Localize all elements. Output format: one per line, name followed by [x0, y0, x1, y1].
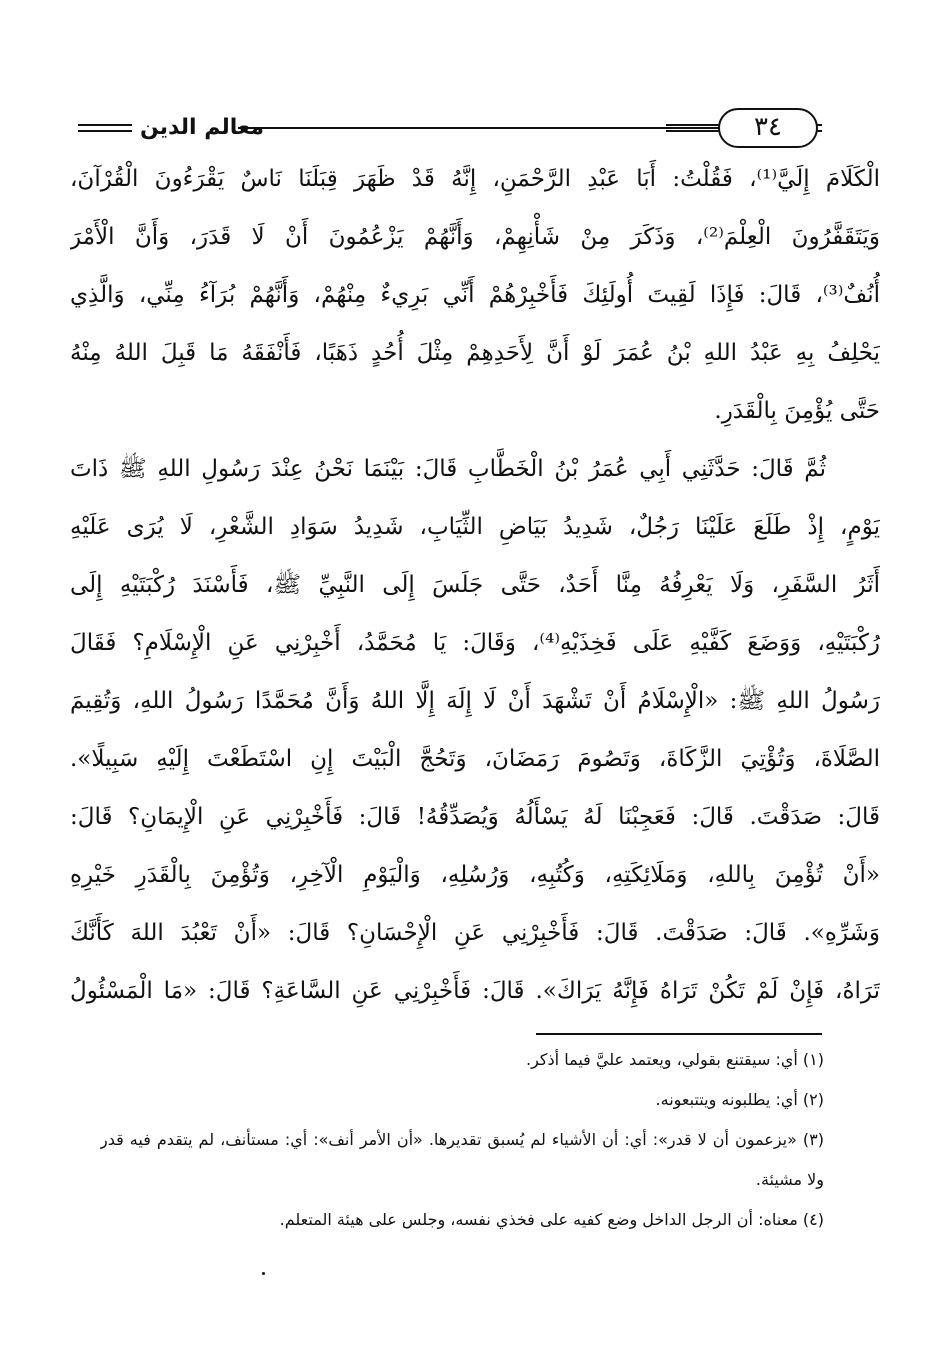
text-line: حَتَّى يُؤْمِنَ بِالْقَدَرِ. — [714, 398, 880, 424]
text-line: وَيَتَقَفَّرُونَ الْعِلْمَ⁽²⁾، وَذَكَرَ مِنْ شَأْنِهِمْ، وَأَنَّهُمْ يَزْعُمُونَ أَنْ لَا قَدَرَ، وَأَنَّ الْأَمْرَ — [70, 224, 880, 250]
footnote-4: (٤) معناه: أن الرجل الداخل وضع كفيه على فخذي نفسه، وجلس على هيئة المتعلم. — [279, 1210, 824, 1229]
text-line: يَوْمٍ، إِذْ طَلَعَ عَلَيْنَا رَجُلٌ، شَدِيدُ بَيَاضِ الثِّيَابِ، شَدِيدُ سَوَادِ الشَّعْرِ، لَا يُرَى عَلَيْهِ — [70, 514, 880, 540]
header-rule-middle — [238, 127, 720, 129]
footnote-3: (٣) «يزعمون أن لا قدر»: أي: أن الأشياء لم يُسبق تقديرها. «أن الأمر أنف»: أي: مستأنف، لم يتقدم فيه قدر ولا مشيئة. — [100, 1130, 824, 1189]
page-number: ٣٤ — [754, 112, 782, 142]
text-line: رَسُولُ اللهِ ﷺ: «الْإِسْلَامُ أَنْ تَشْهَدَ أَنْ لَا إِلَهَ إِلَّا اللهُ وَأَنَّ مُحَمَّدًا رَسُولُ اللهِ، وَتُقِيمَ — [70, 688, 880, 714]
text-line: وَشَرِّهِ». قَالَ: صَدَقْتَ. قَالَ: فَأَخْبِرْنِي عَنِ الْإِحْسَانِ؟ قَالَ: «أَنْ تَعْبُدَ اللهَ كَأَنَّكَ — [70, 920, 880, 946]
book-title: معالم الدين — [139, 115, 265, 140]
text-line: ثُمَّ قَالَ: حَدَّثَنِي أَبِي عُمَرُ بْنُ الْخَطَّابِ قَالَ: بَيْنَمَا نَحْنُ عِنْدَ رَسُولِ اللهِ ﷺ ذَاتَ — [70, 456, 826, 482]
text-line: «أَنْ تُؤْمِنَ بِاللهِ، وَمَلَائِكَتِهِ، وَكُتُبِهِ، وَرُسُلِهِ، وَالْيَوْمِ الْآخِرِ، وَتُؤْمِنَ بِالْقَدَرِ خَيْرِهِ — [70, 862, 880, 888]
footnote-2: (٢) أي: يطلبونه ويتتبعونه. — [655, 1090, 824, 1109]
text-line: تَرَاهُ، فَإِنْ لَمْ تَكُنْ تَرَاهُ فَإِنَّهُ يَرَاكَ». قَالَ: فَأَخْبِرْنِي عَنِ السَّاعَةِ؟ قَالَ: «مَا الْمَسْئُولُ — [70, 978, 880, 1004]
footnote-separator — [536, 1033, 822, 1035]
footnotes — [100, 1040, 824, 1240]
text-line: رُكْبَتَيْهِ، وَوَضَعَ كَفَّيْهِ عَلَى فَخِذَيْهِ⁽⁴⁾، وَقَالَ: يَا مُحَمَّدُ، أَخْبِرْنِي عَنِ الْإِسْلَامِ؟ فَقَالَ — [70, 630, 880, 656]
text-line: الصَّلَاةَ، وَتُؤْتِيَ الزَّكَاةَ، وَتَصُومَ رَمَضَانَ، وَتَحُجَّ الْبَيْتَ إِنِ اسْتَطَعْتَ إِلَيْهِ سَبِيلًا». — [70, 746, 880, 772]
text-line: الْكَلَامَ إِلَيَّ⁽¹⁾، فَقُلْتُ: أَبَا عَبْدِ الرَّحْمَنِ، إِنَّهُ قَدْ ظَهَرَ قِبَلَنَا نَاسٌ يَقْرَءُونَ الْقُرْآنَ، — [70, 166, 880, 192]
footnote-1: (١) أي: سيقتنع بقولي، ويعتمد عليَّ فيما أذكر. — [526, 1050, 824, 1069]
text-line: أَثَرُ السَّفَرِ، وَلَا يَعْرِفُهُ مِنَّا أَحَدٌ، حَتَّى جَلَسَ إِلَى النَّبِيِّ ﷺ، فَأَسْنَدَ رُكْبَتَيْهِ إِلَى — [70, 572, 880, 598]
text-line: يَحْلِفُ بِهِ عَبْدُ اللهِ بْنُ عُمَرَ لَوْ أَنَّ لِأَحَدِهِمْ مِثْلَ أُحُدٍ ذَهَبًا، فَأَنْفَقَهُ مَا قَبِلَ اللهُ مِنْهُ — [70, 340, 880, 366]
page-number-badge — [718, 108, 818, 148]
main-text — [70, 150, 880, 1020]
header-rule-left — [78, 124, 132, 132]
stray-mark — [262, 1272, 265, 1275]
text-line: أُنُفٌ⁽³⁾، قَالَ: فَإِذَا لَقِيتَ أُولَئِكَ فَأَخْبِرْهُمْ أَنِّي بَرِيءٌ مِنْهُمْ، وَأَنَّهُمْ بُرَآءُ مِنِّي، وَالَّذِي — [70, 282, 880, 308]
text-line: قَالَ: صَدَقْتَ. قَالَ: فَعَجِبْنَا لَهُ يَسْأَلُهُ وَيُصَدِّقُهُ! قَالَ: فَأَخْبِرْنِي عَنِ الْإِيمَانِ؟ قَالَ: — [70, 804, 880, 830]
